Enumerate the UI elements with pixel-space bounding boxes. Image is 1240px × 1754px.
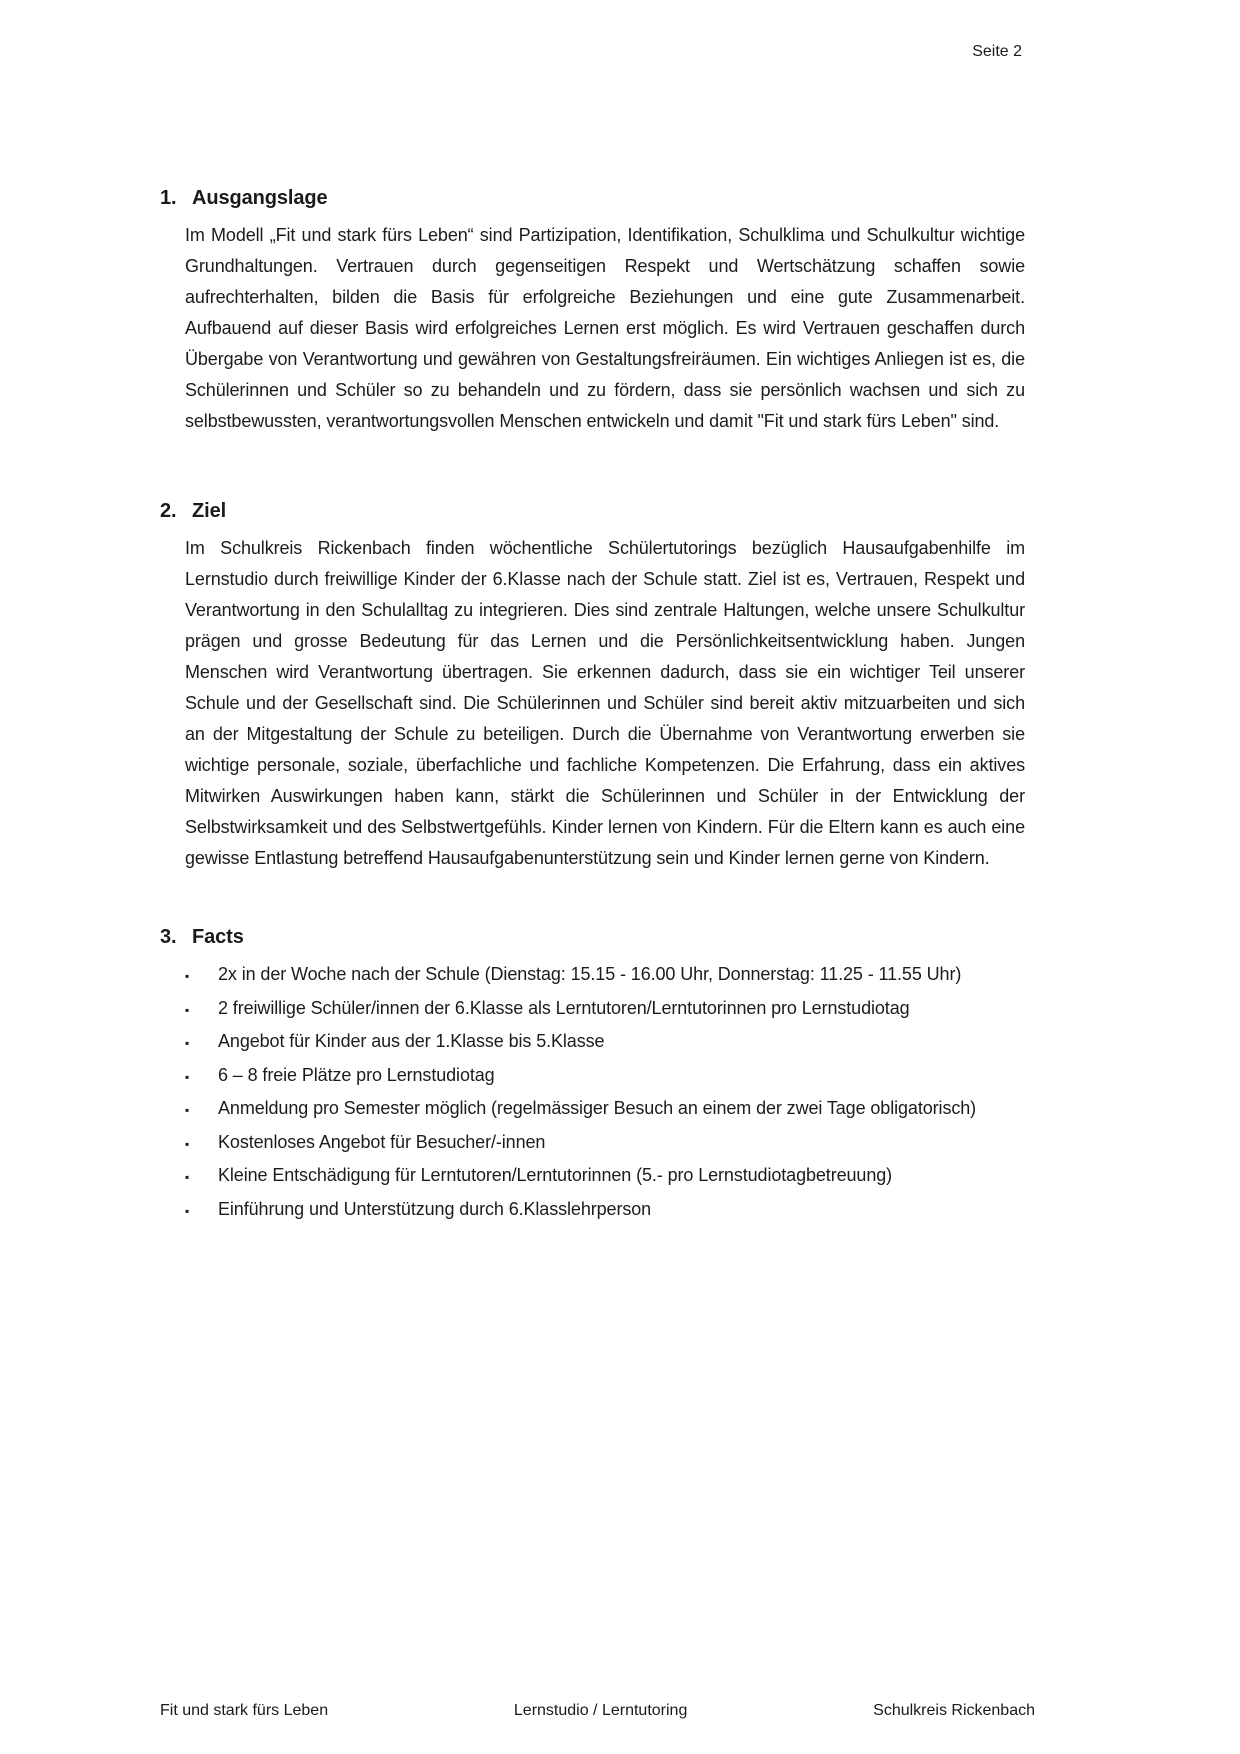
section-number: 2. <box>160 500 177 522</box>
section-number: 1. <box>160 187 177 209</box>
list-item <box>185 1060 1032 1094</box>
section-number: 3. <box>160 926 177 948</box>
section-heading <box>160 925 1032 949</box>
list-item <box>185 1160 1032 1194</box>
section-title: Ausgangslage <box>192 187 328 209</box>
bullet-square-icon: ▪ <box>185 1036 190 1050</box>
bullet-text: 2x in der Woche nach der Schule (Dienstag: 15.15 - 16.00 Uhr, Donnerstag: 11.25 - 11.55 Uhr) <box>218 964 962 984</box>
bullet-text: Anmeldung pro Semester möglich (regelmässiger Besuch an einem der zwei Tage obligatorisch) <box>218 1098 977 1118</box>
section-facts <box>160 925 1032 1227</box>
bullet-square-icon: ▪ <box>185 1203 190 1218</box>
bullet-text: Kleine Entschädigung für Lerntutoren/Lerntutorinnen (5.- pro Lernstudiotagbetreuung) <box>218 1165 893 1185</box>
bullet-square-icon: ▪ <box>185 1002 190 1017</box>
list-item <box>185 1127 1032 1161</box>
footer-left: Fit und stark fürs Leben <box>160 1702 329 1719</box>
list-item <box>185 959 1032 993</box>
bullet-text: 6 – 8 freie Plätze pro Lernstudiotag <box>218 1064 495 1085</box>
section-title: Ziel <box>192 500 227 522</box>
section-paragraph: Im Modell „Fit und stark fürs Leben“ sind Partizipation, Identifikation, Schulklima und Schulkultur wichtige Grundhaltungen. Vertrauen durch gegenseitigen Respekt und Wertschätzung schaffen sowie aufrechterhalten, bilden die Basis für erfolgreiche Beziehungen und eine gute Zusammenarbeit. Aufbauend auf dieser Basis wird erfolgreiches Lernen erst möglich. Es wird Vertrauen geschaffen durch Übergabe von Verantwortung und gewähren von Gestaltungsfreiräumen. Ein wichtiges Anliegen ist es, die Schülerinnen und Schüler so zu behandeln und zu fördern, dass sie persönlich wachsen und sich zu selbstbewussten, verantwortungsvollen Menschen entwickeln und damit "Fit und stark fürs Leben" sind. <box>185 225 1025 431</box>
bullet-text: Angebot für Kinder aus der 1.Klasse bis 5.Klasse <box>218 1031 605 1051</box>
bullet-square-icon: ▪ <box>185 969 190 983</box>
bullet-text: 2 freiwillige Schüler/innen der 6.Klasse als Lerntutoren/Lerntutorinnen pro Lernstudiotag <box>218 997 910 1018</box>
bullet-square-icon: ▪ <box>185 1170 190 1184</box>
page-number: Seite 2 <box>972 43 1022 60</box>
list-item <box>185 993 1032 1027</box>
list-item <box>185 1093 1032 1127</box>
section-ausgangslage <box>160 186 1032 437</box>
list-item <box>185 1194 1032 1228</box>
page-footer <box>160 1701 1035 1721</box>
section-title: Facts <box>192 926 244 948</box>
facts-bullet-list <box>185 959 1032 1227</box>
list-item <box>185 1026 1032 1060</box>
footer-right: Schulkreis Rickenbach <box>873 1702 1035 1719</box>
section-heading <box>160 186 1032 210</box>
footer-center: Lernstudio / Lerntutoring <box>513 1702 688 1719</box>
section-paragraph: Im Schulkreis Rickenbach finden wöchentliche Schülertutorings bezüglich Hausaufgabenhilfe im Lernstudio durch freiwillige Kinder der 6.Klasse nach der Schule statt. Ziel ist es, Vertrauen, Respekt und Verantwortung in den Schulalltag zu integrieren. Dies sind zentrale Haltungen, welche unsere Schulkultur prägen und grosse Bedeutung für das Lernen und die Persönlichkeitsentwicklung haben. Jungen Menschen wird Verantwortung übertragen. Sie erkennen dadurch, dass sie ein wichtiger Teil unserer Schule und der Gesellschaft sind. Die Schülerinnen und Schüler sind bereit aktiv mitzuarbeiten und sich an der Mitgestaltung der Schule zu beteiligen. Durch die Übernahme von Verantwortung erwerben sie wichtige personale, soziale, überfachliche und fachliche Kompetenzen. Die Erfahrung, dass ein aktives Mitwirken Auswirkungen haben kann, stärkt die Schülerinnen und Schüler in der Entwicklung der Selbstwirksamkeit und des Selbstwertgefühls. Kinder lernen von Kindern. Für die Eltern kann es auch eine gewisse Entlastung betreffend Hausaufgabenunterstützung sein und Kinder lernen gerne von Kindern. <box>185 538 1025 868</box>
bullet-square-icon: ▪ <box>185 1103 190 1117</box>
bullet-text: Einführung und Unterstützung durch 6.Klasslehrperson <box>218 1198 652 1219</box>
bullet-square-icon: ▪ <box>185 1136 190 1151</box>
section-heading <box>160 499 1032 523</box>
bullet-square-icon: ▪ <box>185 1069 190 1084</box>
section-ziel <box>160 499 1032 874</box>
bullet-text: Kostenloses Angebot für Besucher/-innen <box>218 1131 546 1152</box>
